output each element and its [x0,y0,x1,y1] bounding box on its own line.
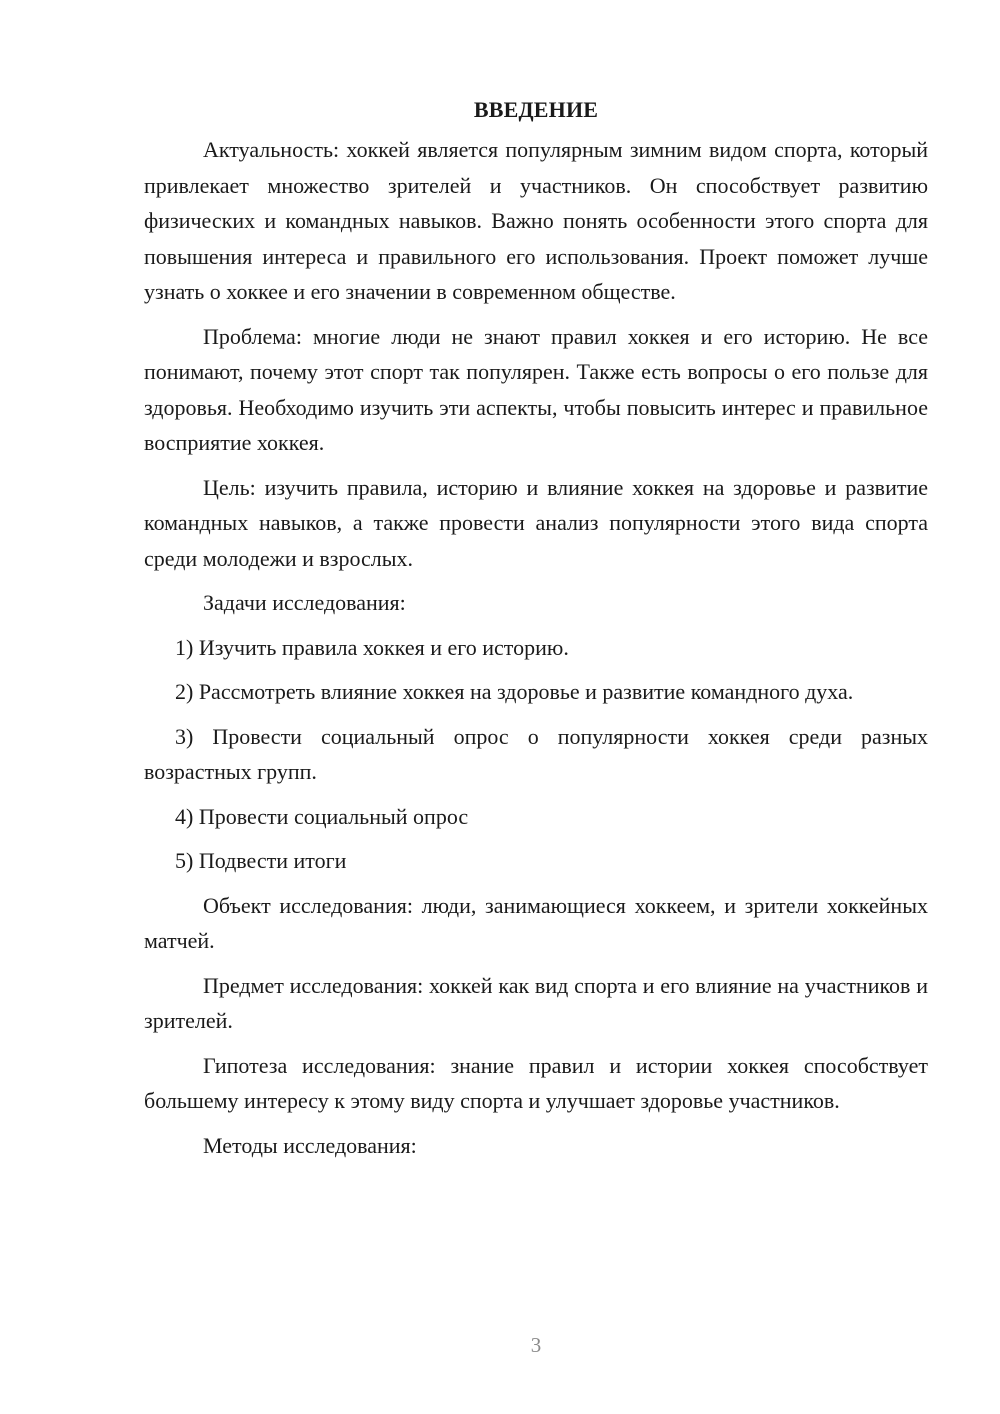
task-item-5: 5) Подвести итоги [175,848,347,873]
task-item-4: 4) Провести социальный опрос [175,803,469,829]
paragraph-hypothesis: Гипотеза исследования: знание правил и истории хоккея способствует большему интересу к этому виду спорта и улучшает здоровье участников. [144,1052,928,1113]
paragraph-methods: Методы исследования: [203,1132,417,1158]
paragraph-object: Объект исследования: люди, занимающиеся хоккеем, и зрители хоккейных матчей. [144,892,928,953]
page-number: 3 [530,1333,542,1357]
document-page [144,92,928,1172]
task-item-2: 2) Рассмотреть влияние хоккея на здоровье и развитие командного духа. [175,679,854,704]
section-title: ВВЕДЕНИЕ [473,97,599,122]
paragraph-relevance: Актуальность: хоккей является популярным зимним видом спорта, который привлекает множество зрителей и участников. Он способствует развитию физических и командных навыков. Важно понять особенности этого спорта для повышения интереса и правильного его использования. Проект поможет лучше узнать о хоккее и его значении в современном обществе. [144,137,928,304]
paragraph-goal: Цель: изучить правила, историю и влияние хоккея на здоровье и развитие командных навыков, а также провести анализ популярности этого вида спорта среди молодежи и взрослых. [144,474,928,571]
paragraph-tasks-heading: Задачи исследования: [203,590,406,615]
paragraph-subject: Предмет исследования: хоккей как вид спорта и его влияние на участников и зрителей. [144,972,928,1033]
task-item-3: 3) Провести социальный опрос о популярности хоккея среди разных возрастных групп. [144,723,928,784]
paragraph-problem: Проблема: многие люди не знают правил хоккея и его историю. Не все понимают, почему этот спорт так популярен. Также есть вопросы о его пользе для здоровья. Необходимо изучить эти аспекты, чтобы повысить интерес и правильное восприятие хоккея. [144,323,928,455]
task-item-1: 1) Изучить правила хоккея и его историю. [175,634,569,660]
